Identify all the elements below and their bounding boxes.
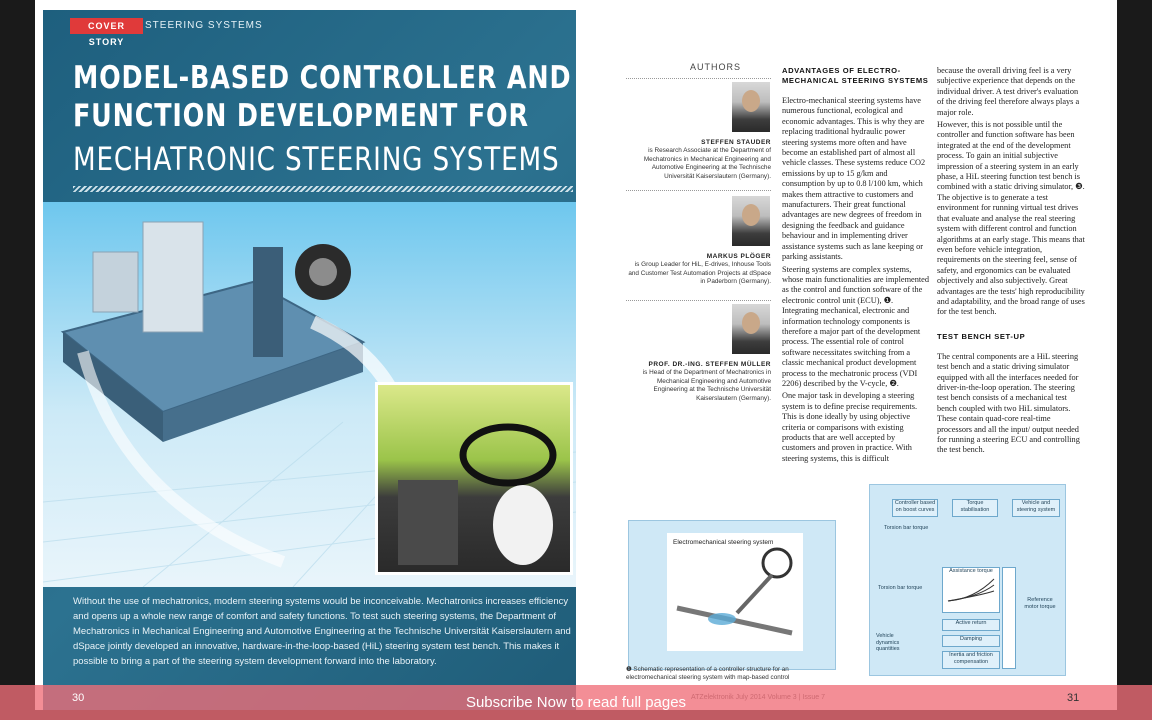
section-heading: TEST BENCH SET-UP (937, 331, 1026, 341)
article-title-line1: MODEL-BASED CONTROLLER AND (73, 60, 572, 96)
authors-heading: AUTHORS (690, 62, 742, 72)
diagram-box-torque-stabilisation: Torque stabilisation (952, 499, 998, 517)
paragraph: However, this is not possible until the controller and function software has been integrated at the end of the development process. To gain an initial subjective impression of a steering system in an early phase, a HiL steering function test bench is combined with a static driving simulator, ❸. The objective is to generate a test environment for running virtual test drives that evaluate and analyse the real steering system with different control and function algorithms at an early stage. This means that even before vehicle integration, requirements on the steering feel, sense of safety, and ergonomics can be evaluated objectively and also subjectively. Great advantages are the tests' high reproducibility and adaptability, and the broad range of uses for the test bench. (937, 120, 1085, 317)
article-column-2 (937, 66, 1087, 458)
subscribe-banner[interactable] (0, 685, 1152, 720)
author-photo-stauder (732, 82, 770, 132)
page-number-right: 31 (1067, 692, 1080, 704)
diagram-box-inertia: Inertia and friction compensation (942, 651, 1000, 669)
figure-label: Electromechanical steering system (673, 539, 774, 546)
steering-system-figure (628, 520, 836, 670)
article-column-1 (782, 66, 930, 466)
author-name: STEFFEN STAUDER (701, 139, 771, 146)
author-divider (626, 190, 771, 192)
diagram-box-damping: Damping (942, 635, 1000, 647)
diagram-assistance-map (942, 567, 1000, 613)
section-label: STEERING SYSTEMS (145, 20, 263, 31)
diagram-label: Reference motor torque (1024, 597, 1056, 610)
diagram-label: Torsion bar torque (884, 525, 929, 531)
diagram-label: Vehicle dynamics quantities (876, 633, 900, 652)
title-divider (73, 186, 573, 192)
section-heading: ADVANTAGES OF ELECTRO-MECHANICAL STEERING SYSTEMS (782, 66, 929, 85)
author-divider (626, 300, 771, 302)
controller-diagram (869, 484, 1066, 676)
driving-simulator-inset (375, 382, 573, 575)
author-divider (626, 78, 771, 80)
paragraph: One major task in developing a steering system is to define precise requirements. This is done ideally by using objective criteria or comparisons with existing products that are well accepted by customers and proven in practice. With steering systems, this is difficult (782, 391, 918, 463)
author-bio: is Research Associate at the Department of Mechatronics in Mechanical Engineering and Automotive Engineering at the Technische Universität Kaiserslautern (Germany). (643, 147, 771, 180)
driving-simulator-illustration (378, 385, 570, 572)
magazine-spread (35, 0, 1117, 710)
intro-caption: Without the use of mechatronics, modern steering systems would be inconceivable. Mechatronics increases efficiency and opens up a whole new range of comfort and safety functions. To test such steering systems, the Department of Mechatronics in Mechanical Engineering and Automotive Engineering at the Technische Universität Kaiserslautern and dSpace jointly developed an innovative, hardware-in-the-loop-based (HiL) steering system test bench. This makes it possible to bring a part of the steering system development forward into the laboratory. (73, 596, 571, 667)
diagram-box-controller: Controller based on boost curves (892, 499, 938, 517)
diagram-label: Assistance torque (949, 568, 993, 574)
left-page (35, 0, 576, 710)
author-photo-mueller (732, 304, 770, 354)
article-title-line2: FUNCTION DEVELOPMENT FOR (73, 98, 529, 134)
figure-caption: ❶ Schematic representation of a controller structure for an electromechanical steering system with map-based control (626, 666, 790, 681)
paragraph: Electro-mechanical steering systems have numerous functional, ecological and economic advantages. This is why they are replacing traditional hydraulic power steering systems more often and have become an established part of almost all vehicle classes. These systems reduce CO2 emissions by up to 15 g/km and consumption by up to 0.8 l/100 km, which makes them attractive to customers and manufacturers. Their great functional advantages are new degrees of freedom in designing the feedback and guidance behaviour and in implementing driver assistance systems such as lane keeping or parking assistants. (782, 96, 926, 262)
author-name: MARKUS PLÖGER (706, 253, 771, 260)
test-bench-photo (43, 202, 576, 587)
paragraph: Steering systems are complex systems, whose main functionalities are implemented as the control and function software of the electronic control unit (ECU), ❶. Integrating mechanical, electronic and information technology components is therefore a major part of the development process. The essential role of control software necessitates switching from a classic mechanical product development process to the mechatronic process (VDI 2206) described by the V-cycle, ❷. (782, 264, 929, 388)
right-page (576, 0, 1117, 710)
cover-story-badge: COVER STORY (70, 18, 143, 34)
steering-column-illustration (667, 533, 803, 651)
paragraph: The central components are a HiL steering test bench and a static driving simulator equipped with all the interfaces needed for driver-in-the-loop operation. The steering test bench consists of a mechanical test bench coupled with two HiL simulators. These contain quad-core real-time processors and all the input/ output needed for running a steering ECU and controlling the test bench. (937, 351, 1080, 455)
author-bio: is Head of the Department of Mechatronics in Mechanical Engineering and Automotive Engineering at the Technische Universität Kaiserslautern (Germany). (642, 369, 771, 402)
diagram-box-vehicle: Vehicle and steering system (1012, 499, 1060, 517)
author-photo-ploeger (732, 196, 770, 246)
article-title-line3: MECHATRONIC STEERING SYSTEMS (73, 140, 560, 178)
assist-curves-icon (944, 575, 998, 603)
subscribe-text[interactable]: Subscribe Now to read full pages (465, 694, 687, 711)
author-bio: is Group Leader for HiL, E-drives, Inhouse Tools and Customer Test Automation Projects at dSpace in Paderborn (Germany). (628, 261, 771, 286)
page-number-left: 30 (72, 692, 85, 704)
figure-panel (667, 533, 803, 651)
author-name: PROF. DR.-ING. STEFFEN MÜLLER (648, 361, 771, 368)
diagram-label: Torsion bar torque (878, 585, 923, 591)
diagram-box-active-return: Active return (942, 619, 1000, 631)
paragraph: because the overall driving feel is a very subjective experience that depends on the individual driver. A test driver's evaluation of the driving feel therefore always plays a major role. (937, 66, 1080, 117)
diagram-sum-block (1002, 567, 1016, 669)
